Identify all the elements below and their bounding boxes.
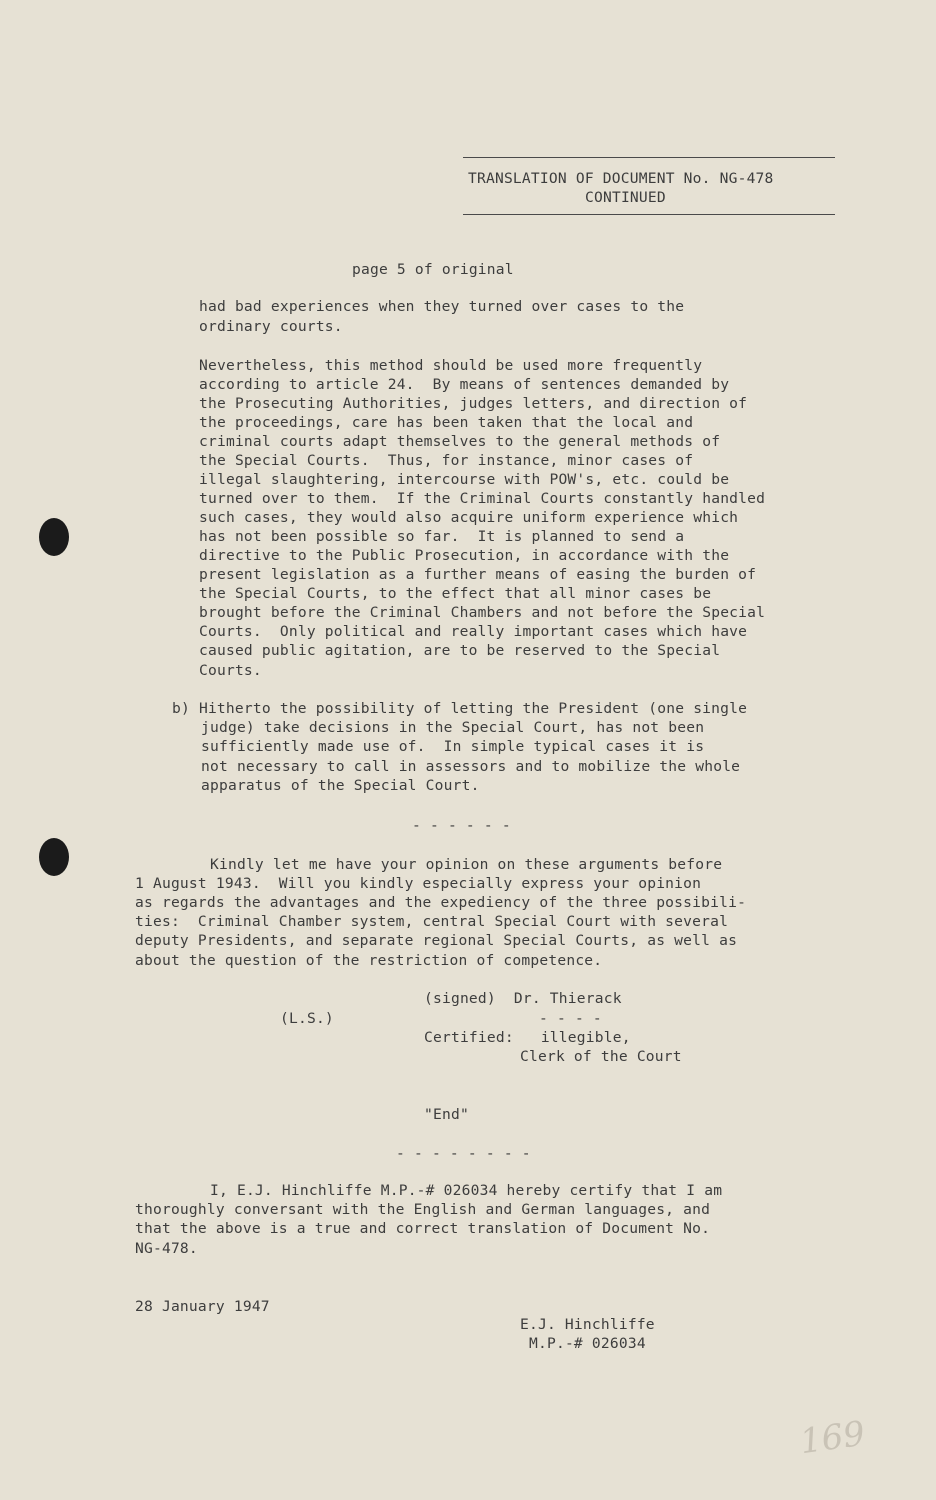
closing-line: Kindly let me have your opinion on these arguments before [210, 856, 723, 873]
signed-line: (signed) Dr. Thierack [424, 990, 622, 1007]
section-separator: - - - - - - [412, 817, 511, 834]
signature-dashes: - - - - [539, 1010, 602, 1027]
certification-line: thoroughly conversant with the English and German languages, and [135, 1201, 711, 1218]
body-line: apparatus of the Special Court. [201, 777, 480, 794]
body-line: judge) take decisions in the Special Court, has not been [201, 719, 705, 736]
body-line: according to article 24. By means of sentences demanded by [199, 376, 730, 393]
body-line: sufficiently made use of. In simple typical cases it is [201, 738, 705, 755]
punch-hole [39, 838, 69, 876]
closing-line: as regards the advantages and the expediency of the three possibili- [135, 894, 747, 911]
translator-id: M.P.-# 026034 [529, 1335, 646, 1352]
document-subtitle: CONTINUED [585, 189, 666, 206]
end-mark: "End" [424, 1106, 469, 1123]
body-line: criminal courts adapt themselves to the general methods of [199, 433, 721, 450]
section-separator: - - - - - - - - [396, 1145, 531, 1162]
clerk-line: Clerk of the Court [520, 1048, 682, 1065]
body-line: caused public agitation, are to be reserved to the Special [199, 642, 721, 659]
body-line: b) Hitherto the possibility of letting the President (one single [172, 700, 748, 717]
body-line: the Prosecuting Authorities, judges letters, and direction of [199, 395, 748, 412]
header-top-rule [463, 157, 835, 158]
closing-line: 1 August 1943. Will you kindly especially express your opinion [135, 875, 702, 892]
closing-line: deputy Presidents, and separate regional Special Courts, as well as [135, 932, 738, 949]
closing-line: about the question of the restriction of competence. [135, 952, 603, 969]
body-line: ordinary courts. [199, 318, 343, 335]
certification-line: NG-478. [135, 1240, 198, 1257]
punch-hole [39, 518, 69, 556]
closing-line: ties: Criminal Chamber system, central Special Court with several [135, 913, 729, 930]
body-line: directive to the Public Prosecution, in accordance with the [199, 547, 730, 564]
body-line: Courts. [199, 662, 262, 679]
certification-date: 28 January 1947 [135, 1298, 270, 1315]
body-line: Courts. Only political and really important cases which have [199, 623, 748, 640]
body-line: present legislation as a further means of easing the burden of [199, 566, 757, 583]
page-reference: page 5 of original [352, 261, 514, 278]
body-line: not necessary to call in assessors and to mobilize the whole [201, 758, 741, 775]
handwritten-page-number: 169 [797, 1413, 868, 1463]
body-line: such cases, they would also acquire uniform experience which [199, 509, 739, 526]
certification-line: I, E.J. Hinchliffe M.P.-# 026034 hereby certify that I am [210, 1182, 723, 1199]
translator-name: E.J. Hinchliffe [520, 1316, 655, 1333]
body-line: the Special Courts. Thus, for instance, minor cases of [199, 452, 694, 469]
body-line: the proceedings, care has been taken that the local and [199, 414, 694, 431]
body-line: had bad experiences when they turned over cases to the [199, 298, 685, 315]
certified-line: Certified: illegible, [424, 1029, 631, 1046]
body-line: has not been possible so far. It is planned to send a [199, 528, 685, 545]
certification-line: that the above is a true and correct translation of Document No. [135, 1220, 711, 1237]
body-line: brought before the Criminal Chambers and not before the Special [199, 604, 766, 621]
seal-mark: (L.S.) [280, 1010, 334, 1027]
document-title: TRANSLATION OF DOCUMENT No. NG-478 [468, 170, 774, 187]
header-bottom-rule [463, 214, 835, 215]
body-line: illegal slaughtering, intercourse with POW's, etc. could be [199, 471, 730, 488]
body-line: turned over to them. If the Criminal Courts constantly handled [199, 490, 766, 507]
body-line: Nevertheless, this method should be used more frequently [199, 357, 703, 374]
body-line: the Special Courts, to the effect that all minor cases be [199, 585, 712, 602]
